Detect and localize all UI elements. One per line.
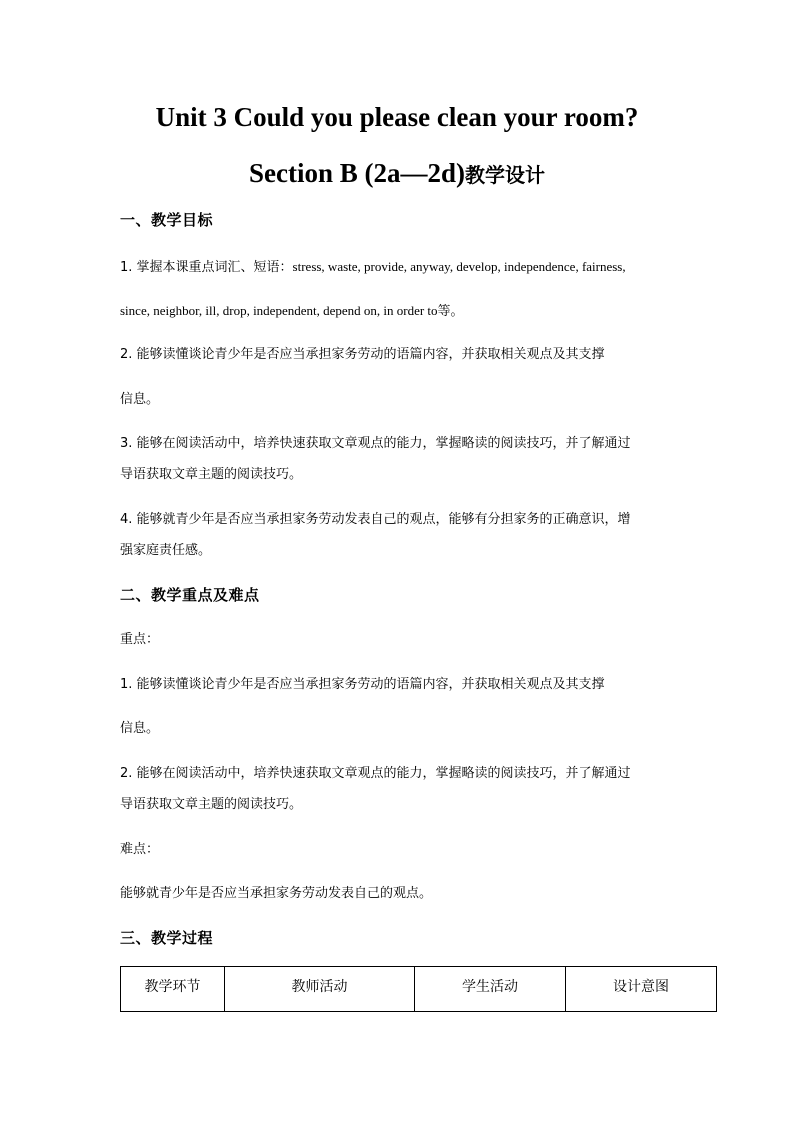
document-title-line2 <box>0 156 794 192</box>
objective-1-suffix: 等。 <box>437 304 464 319</box>
document-title-line1 <box>0 100 794 134</box>
objective-4-line-b: 强家庭责任感。 <box>120 543 212 558</box>
title-line2-cjk: 教学设计 <box>465 163 545 187</box>
objective-2-line-b: 信息。 <box>120 392 160 407</box>
process-col-student: 学生活动 <box>415 967 566 1012</box>
process-col-stage: 教学环节 <box>121 967 225 1012</box>
objective-4-line-a: 4. 能够就青少年是否应当承担家务劳动发表自己的观点，能够有分担家务的正确意识，增 <box>120 512 631 527</box>
process-heading: 三、教学过程 <box>120 929 214 947</box>
objective-2-line-a: 2. 能够读懂谈论青少年是否应当承担家务劳动的语篇内容，并获取相关观点及其支撑 <box>120 347 605 362</box>
difficulty-label: 难点： <box>120 842 160 857</box>
objective-1-words-a: stress, waste, provide, anyway, develop, independence, fairness, <box>292 259 626 274</box>
key-1-line-a: 1. 能够读懂谈论青少年是否应当承担家务劳动的语篇内容，并获取相关观点及其支撑 <box>120 677 605 692</box>
difficulty-1: 能够就青少年是否应当承担家务劳动发表自己的观点。 <box>120 886 433 901</box>
title-line2-en: Section B (2a—2d) <box>249 158 465 188</box>
objectives-heading: 一、教学目标 <box>120 211 214 229</box>
key-points-heading: 二、教学重点及难点 <box>120 586 260 604</box>
objective-1-line-a <box>120 257 626 278</box>
key-2-line-b: 导语获取文章主题的阅读技巧。 <box>120 797 303 812</box>
objective-1-prefix: 1. 掌握本课重点词汇、短语： <box>120 260 293 275</box>
objective-3-line-b: 导语获取文章主题的阅读技巧。 <box>120 467 303 482</box>
title-line1-text: Unit 3 Could you please clean your room? <box>155 102 639 132</box>
process-table-header-row <box>121 967 717 1012</box>
key-label: 重点： <box>120 632 160 647</box>
key-2-line-a: 2. 能够在阅读活动中，培养快速获取文章观点的能力，掌握略读的阅读技巧，并了解通过 <box>120 766 631 781</box>
objective-1-words-b: since, neighbor, ill, drop, independent, depend on, in order to <box>120 303 438 318</box>
process-col-intent: 设计意图 <box>566 967 717 1012</box>
objective-1-line-b <box>120 301 464 322</box>
process-table <box>120 966 717 1012</box>
process-col-teacher: 教师活动 <box>225 967 415 1012</box>
key-1-line-b: 信息。 <box>120 721 160 736</box>
objective-3-line-a: 3. 能够在阅读活动中，培养快速获取文章观点的能力，掌握略读的阅读技巧，并了解通过 <box>120 436 631 451</box>
